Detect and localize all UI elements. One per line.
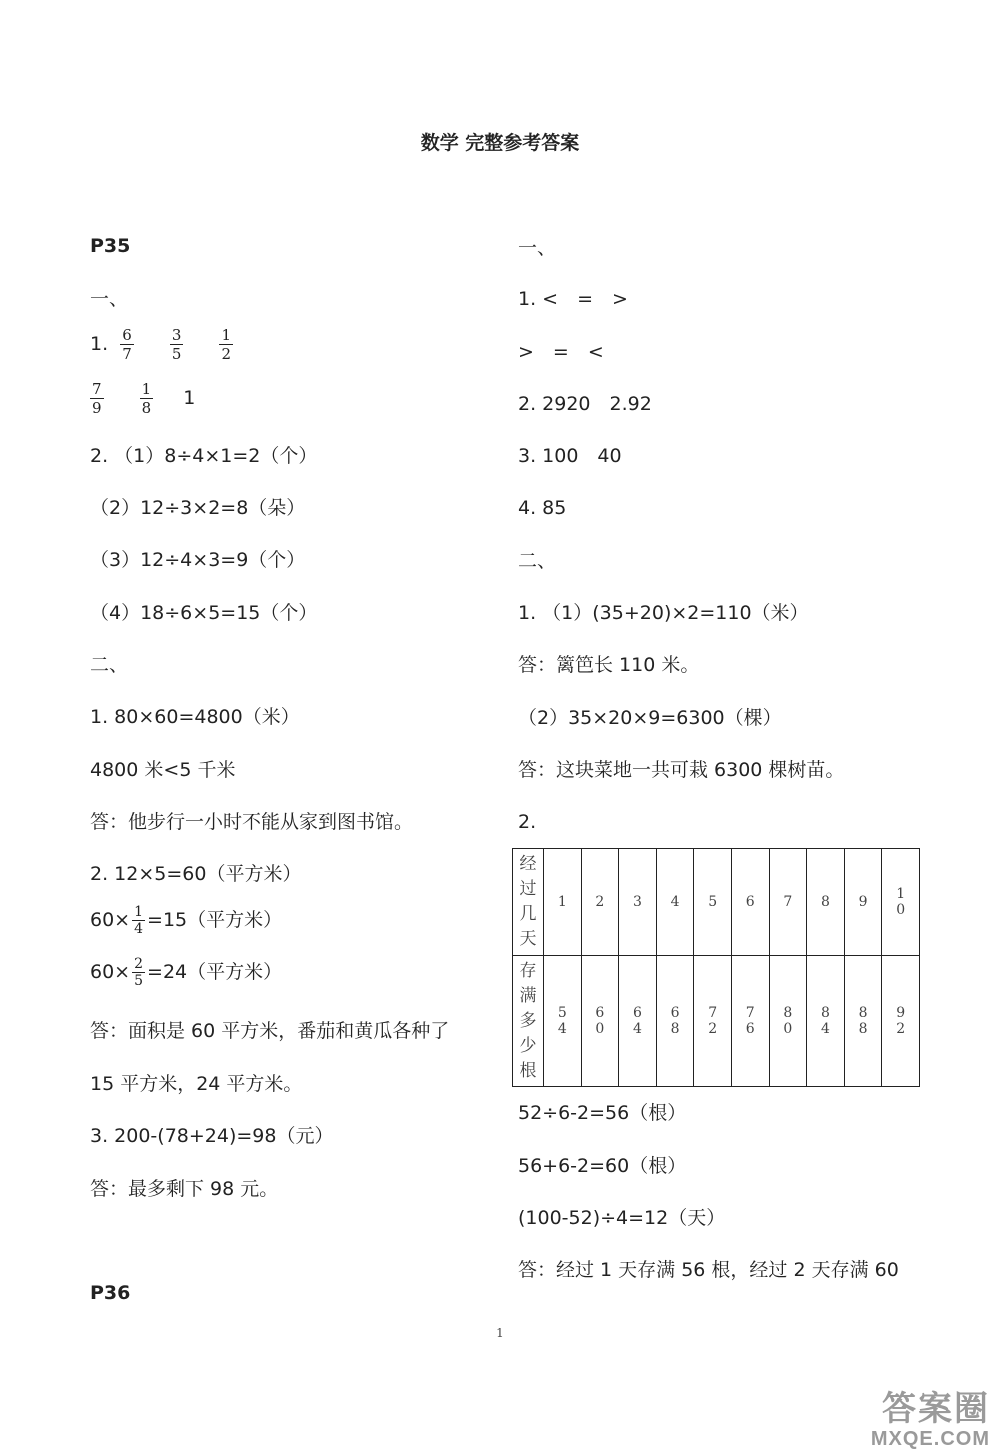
answer-line: > = < (518, 341, 604, 363)
table-cell: 6 8 (656, 956, 694, 1087)
row-header-days: 经 过 几 天 (513, 849, 544, 956)
answer-line: 答：经过 1 天存满 56 根，经过 2 天存满 60 (518, 1259, 899, 1281)
q1-row2-tail: 1 (183, 387, 196, 409)
answer-line: 56+6-2=60（根） (518, 1155, 687, 1177)
answer-line: 3. 200-(78+24)=98（元） (90, 1125, 334, 1147)
answer-line-fraction: 60× $\frac{1}{4}$ =15（平方米） (90, 904, 283, 937)
answer-line: （3）12÷4×3=9（个） (90, 549, 306, 571)
answer-line: 答：最多剩下 98 元。 (90, 1178, 279, 1200)
table-row (513, 849, 920, 956)
table-cell: 5 (694, 849, 732, 956)
answer-line: 答：这块菜地一共可栽 6300 棵树苗。 (518, 759, 845, 781)
answer-line: 15 平方米，24 平方米。 (90, 1073, 303, 1095)
table-cell: 1 (544, 849, 582, 956)
right-section-1-heading: 一、 (518, 237, 557, 259)
row-header-count: 存 满 多 少 根 (513, 956, 544, 1087)
answer-line: 答：篱笆长 110 米。 (518, 654, 700, 676)
table-cell: 3 (619, 849, 657, 956)
q1-fractions-row-1 (90, 326, 239, 363)
answer-line: (100-52)÷4=12（天） (518, 1207, 726, 1229)
fraction: $\frac{6}{7}$ (122, 326, 132, 363)
answer-line: （2）35×20×9=6300（棵） (518, 707, 782, 729)
answer-line: 3. 100 40 (518, 445, 622, 467)
table-cell: 8 (807, 849, 845, 956)
answer-line: 1. 80×60=4800（米） (90, 706, 300, 728)
table-cell: 8 4 (807, 956, 845, 1087)
answer-line: 52÷6-2=56（根） (518, 1102, 687, 1124)
section-p36: P36 (90, 1282, 131, 1304)
answer-line: 4800 米<5 千米 (90, 759, 236, 781)
table-cell: 7 (769, 849, 807, 956)
fraction: $\frac{1}{4}$ (134, 904, 144, 937)
table-cell: 9 2 (882, 956, 920, 1087)
watermark-logo (871, 1390, 990, 1450)
table-row (513, 956, 920, 1087)
table-cell: 9 (844, 849, 882, 956)
answer-line: （4）18÷6×5=15（个） (90, 602, 318, 624)
left-section-2-heading: 二、 (90, 654, 129, 676)
section-p35: P35 (90, 235, 131, 257)
watermark-text-cn: 答案圈 (882, 1390, 990, 1428)
answer-line: 答：面积是 60 平方米，番茄和黄瓜各种了 (90, 1020, 450, 1042)
page-number: 1 (496, 1326, 504, 1340)
answer-line: 2. 2920 2.92 (518, 393, 652, 415)
q1-fractions-row-2 (84, 380, 195, 417)
table-cell: 6 4 (619, 956, 657, 1087)
table-cell: 7 6 (731, 956, 769, 1087)
fraction: $\frac{3}{5}$ (171, 326, 182, 363)
table-cell: 4 (656, 849, 694, 956)
table-cell: 8 0 (769, 956, 807, 1087)
fraction: $\frac{7}{9}$ (92, 380, 102, 417)
page-title: 数学 完整参考答案 (420, 132, 580, 154)
answer-line: 2. 12×5=60（平方米） (90, 863, 302, 885)
answer-line-fraction: 60× $\frac{2}{5}$ =24（平方米） (90, 956, 283, 989)
answer-line: 答：他步行一小时不能从家到图书馆。 (90, 811, 414, 833)
left-section-1-heading: 一、 (90, 288, 129, 310)
answer-line: 4. 85 (518, 497, 567, 519)
fraction: $\frac{2}{5}$ (134, 956, 144, 989)
answer-line: 2. （1）8÷4×1=2（个） (90, 445, 318, 467)
fraction: $\frac{1}{2}$ (221, 326, 232, 363)
answer-line: 1. < = > (518, 288, 628, 310)
answer-line: 1. （1）(35+20)×2=110（米） (518, 602, 809, 624)
table-cell: 1 0 (882, 849, 920, 956)
table-cell: 2 (581, 849, 619, 956)
table-cell: 8 8 (844, 956, 882, 1087)
days-storage-table (512, 848, 920, 1087)
answer-line: 2. (518, 811, 537, 833)
fraction: $\frac{1}{8}$ (141, 380, 152, 417)
answer-line: （2）12÷3×2=8（朵） (90, 497, 306, 519)
q1-prefix: 1. (90, 333, 109, 355)
table-cell: 7 2 (694, 956, 732, 1087)
table-cell: 6 (731, 849, 769, 956)
watermark-text-en: MXQE.COM (870, 1428, 990, 1450)
right-section-2-heading: 二、 (518, 550, 557, 572)
table-cell: 5 4 (544, 956, 582, 1087)
table-cell: 6 0 (581, 956, 619, 1087)
